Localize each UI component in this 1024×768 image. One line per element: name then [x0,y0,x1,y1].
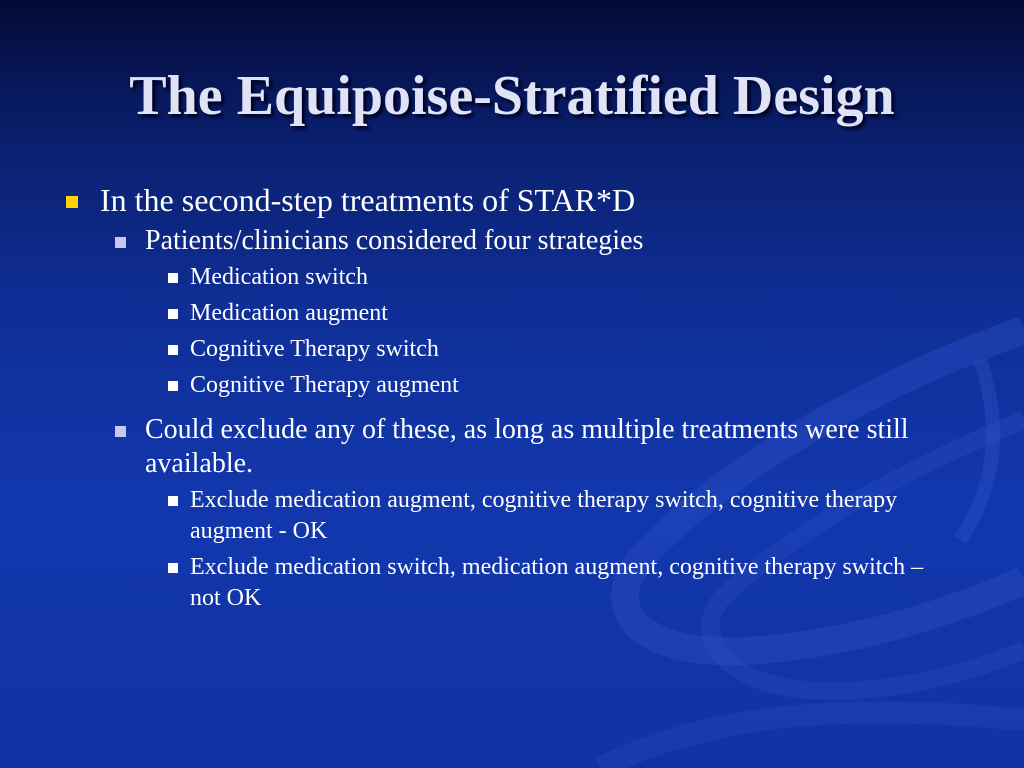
bullet-level3 [150,552,940,614]
bullet-level3 [150,262,940,293]
bullet-level3 [150,298,940,329]
bullet-text: In the second-step treatments of STAR*D [100,182,636,218]
bullet-text: Exclude medication switch, medication augment, cognitive therapy switch – not OK [190,554,924,611]
bullet-level3 [150,485,940,547]
bullet-text: Cognitive Therapy switch [190,336,439,362]
bullet-level3 [150,370,940,401]
slide-title: The Equipoise-Stratified Design [129,65,895,127]
square-bullet-icon [168,345,178,355]
bullet-text: Medication augment [190,300,388,326]
bullet-text: Medication switch [190,264,368,290]
bullet-text: Patients/clinicians considered four strategies [145,225,644,256]
square-bullet-icon [66,196,78,208]
square-bullet-icon [168,273,178,283]
bullet-text: Cognitive Therapy augment [190,372,459,398]
bullet-level2 [105,413,940,481]
bullet-level3 [150,334,940,365]
square-bullet-icon [168,496,178,506]
slide-body [60,180,940,619]
square-bullet-icon [115,237,126,248]
square-bullet-icon [168,563,178,573]
square-bullet-icon [168,381,178,391]
bullet-text: Exclude medication augment, cognitive therapy switch, cognitive therapy augment - OK [190,487,898,544]
square-bullet-icon [168,309,178,319]
square-bullet-icon [115,426,126,437]
bullet-level2 [105,224,940,258]
bullet-text: Could exclude any of these, as long as multiple treatments were still available. [145,414,909,479]
bullet-level1 [60,180,940,220]
